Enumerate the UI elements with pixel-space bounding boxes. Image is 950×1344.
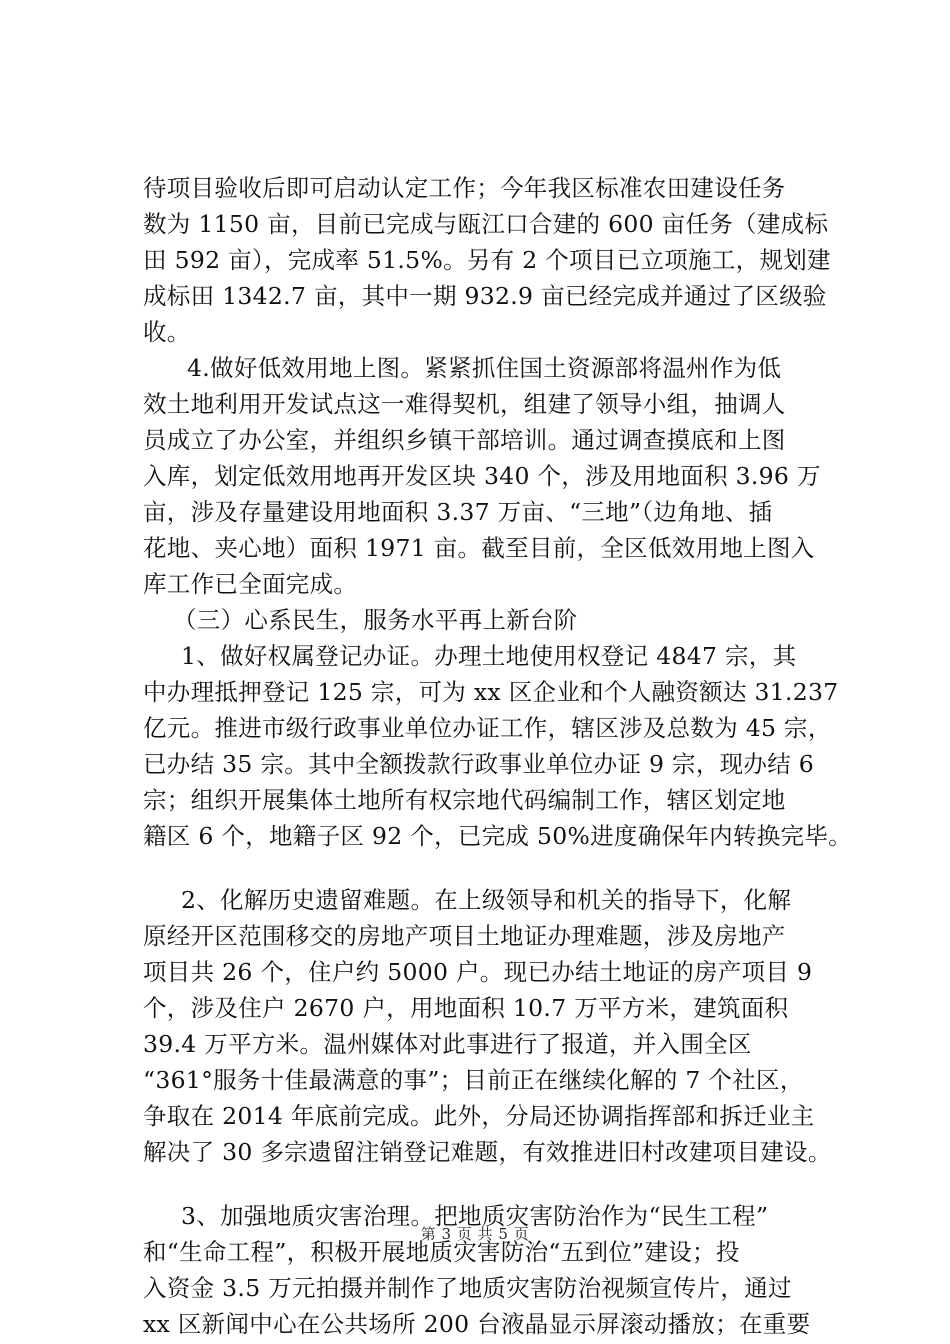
- text-line: 已办结 35 宗。其中全额拨款行政事业单位办证 9 宗，现办结 6: [143, 750, 815, 778]
- text-line: 宗；组织开展集体土地所有权宗地代码编制工作，辖区划定地: [143, 786, 786, 814]
- text-line: 亿元。推进市级行政事业单位办证工作，辖区涉及总数为 45 宗，: [143, 714, 832, 742]
- text-line: 待项目验收后即可启动认定工作；今年我区标准农田建设任务: [143, 174, 786, 202]
- text-line: 中办理抵押登记 125 宗，可为 xx 区企业和个人融资额达 31.237: [143, 678, 839, 706]
- text-line: 收。: [143, 318, 191, 346]
- paragraph-heading: 2、化解历史遗留难题。在上级领导和机关的指导下，化解: [181, 886, 792, 914]
- text-line: 员成立了办公室，并组织乡镇干部培训。通过调查摸底和上图: [143, 426, 786, 454]
- paragraph-heading: 4.做好低效用地上图。紧紧抓住国土资源部将温州作为低: [187, 354, 782, 382]
- text-line: 个，涉及住户 2670 户，用地面积 10.7 万平方米，建筑面积: [143, 994, 789, 1022]
- paragraph-heading: 3、加强地质灾害治理。把地质灾害防治作为“民生工程”: [181, 1202, 769, 1230]
- text-line: “361°服务十佳最满意的事”；目前正在继续化解的 7 个社区，: [143, 1066, 804, 1094]
- text-line: 成标田 1342.7 亩，其中一期 932.9 亩已经完成并通过了区级验: [143, 282, 827, 310]
- text-line: 库工作已全面完成。: [143, 570, 358, 598]
- text-line: xx 区新闻中心在公共场所 200 台液晶显示屏滚动播放；在重要: [143, 1310, 811, 1338]
- paragraph-heading: 1、做好权属登记办证。办理土地使用权登记 4847 宗，其: [181, 642, 797, 670]
- text-line: 亩，涉及存量建设用地面积 3.37 万亩、“三地”（边角地、插: [143, 498, 773, 526]
- text-line: 籍区 6 个，地籍子区 92 个，已完成 50%进度确保年内转换完毕。: [143, 822, 852, 850]
- text-line: 田 592 亩），完成率 51.5%。另有 2 个项目已立项施工，规划建: [143, 246, 831, 274]
- text-line: 39.4 万平方米。温州媒体对此事进行了报道，并入围全区: [143, 1030, 752, 1058]
- text-line: 入库，划定低效用地再开发区块 340 个，涉及用地面积 3.96 万: [143, 462, 821, 490]
- page-footer: 第 3 页 共 5 页: [420, 1225, 530, 1243]
- text-line: 数为 1150 亩，目前已完成与瓯江口合建的 600 亩任务（建成标: [143, 210, 829, 238]
- section-heading: （三）心系民生，服务水平再上新台阶: [173, 606, 578, 634]
- text-line: 入资金 3.5 万元拍摄并制作了地质灾害防治视频宣传片，通过: [143, 1274, 792, 1302]
- text-line: 项目共 26 个，住户约 5000 户。现已办结土地证的房产项目 9: [143, 958, 813, 986]
- text-line: 争取在 2014 年底前完成。此外，分局还协调指挥部和拆迁业主: [143, 1102, 815, 1130]
- text-line: 和“生命工程”，积极开展地质灾害防治“五到位”建设；投: [143, 1238, 740, 1266]
- text-line: 花地、夹心地）面积 1971 亩。截至目前，全区低效用地上图入: [143, 534, 815, 562]
- text-line: 原经开区范围移交的房地产项目土地证办理难题，涉及房地产: [143, 922, 786, 950]
- text-line: 解决了 30 多宗遗留注销登记难题，有效推进旧村改建项目建设。: [143, 1138, 832, 1166]
- text-line: 效土地利用开发试点这一难得契机，组建了领导小组，抽调人: [143, 390, 786, 418]
